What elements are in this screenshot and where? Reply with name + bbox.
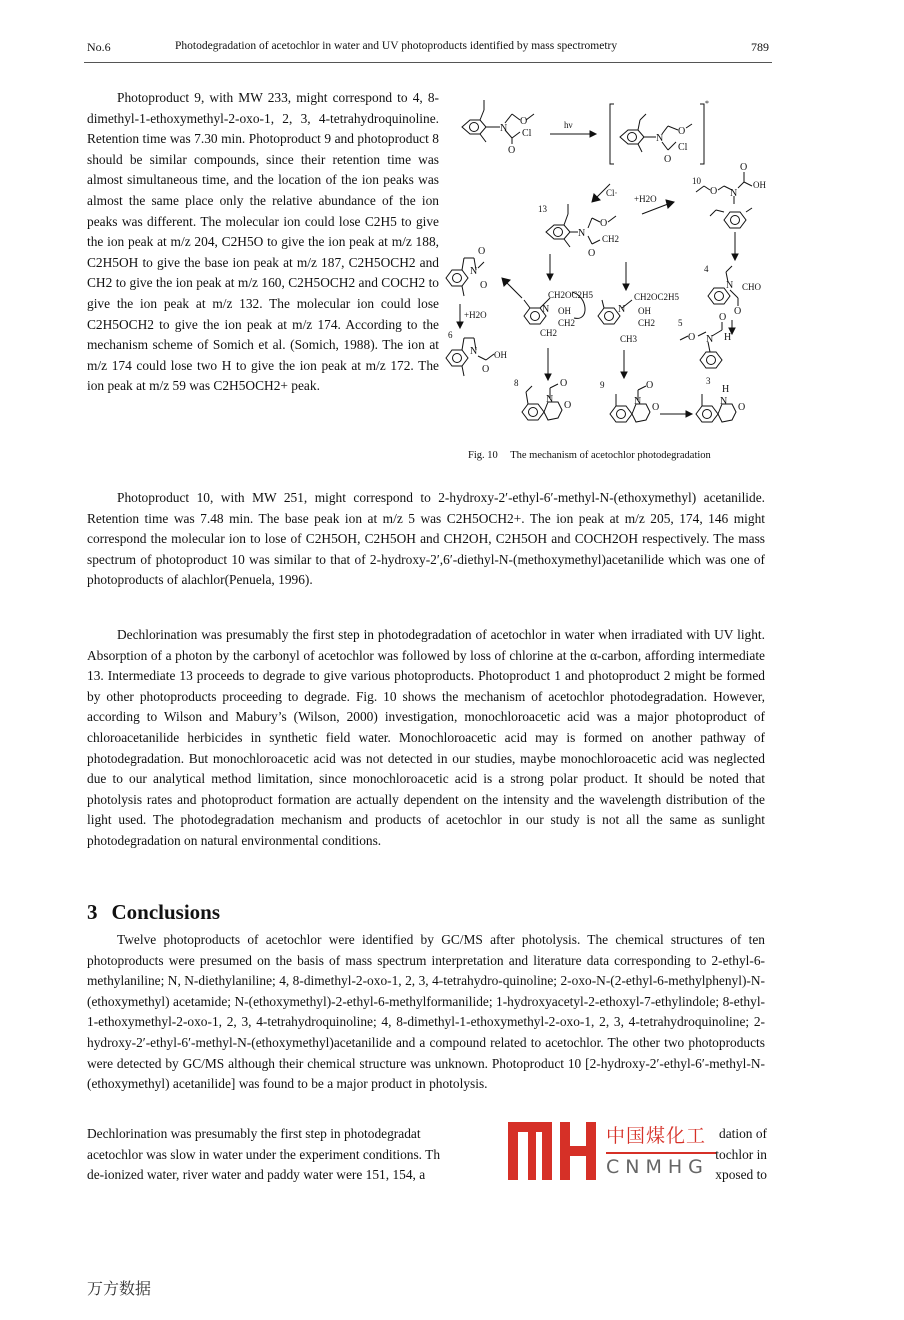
atom-label: N	[656, 133, 664, 144]
atom-label: O	[710, 186, 718, 197]
structure-photoproduct-10	[696, 172, 752, 228]
atom-label: H	[722, 384, 730, 395]
structure-indole-intermediate	[446, 258, 484, 296]
atom-label: N	[546, 394, 554, 405]
arrow-head	[732, 254, 738, 260]
text-line: Dechlorination was presumably the first step in photodegradat	[87, 1126, 421, 1141]
structure-radical-methyl	[598, 300, 632, 324]
atom-label: CH3	[620, 334, 638, 344]
structure-photoproduct-5	[680, 322, 722, 368]
section-number: 3	[87, 900, 98, 924]
atom-label: O	[664, 154, 672, 165]
structure-photoproduct-9	[610, 386, 650, 422]
section-title: Conclusions	[111, 900, 221, 924]
compound-number: 5	[678, 318, 683, 328]
compound-number: 3	[706, 376, 711, 386]
atom-label: O	[652, 402, 660, 413]
atom-label: O	[520, 116, 528, 127]
watermark-chinese-name: 中国煤化工	[606, 1125, 707, 1147]
arrow-head	[666, 200, 674, 208]
arrow-head	[547, 274, 553, 280]
text-line: dation of	[719, 1126, 767, 1141]
paragraph-photoproduct-9	[87, 88, 439, 397]
atom-label: N	[470, 266, 478, 277]
text-line: tochlor in	[715, 1146, 767, 1162]
atom-label: N	[500, 123, 508, 134]
atom-label: O	[734, 306, 742, 317]
atom-label: O	[740, 162, 748, 173]
ch2oc2h5-label: CH2OC2H5	[634, 292, 680, 302]
atom-label: O	[478, 246, 486, 257]
atom-label: CH2	[540, 328, 558, 338]
compound-number: 9	[600, 380, 605, 390]
paragraph-text: Photoproduct 10, with MW 251, might correspond to 2-hydroxy-2′-ethyl-6′-methyl-N-(ethoxymethyl) acetanilide. Retention time was 7.48 min. The base peak ion at m/z 5 was C2H5OCH2+. The ion peak at m/z 205, 174, 146 might correspond the molecular ion to lose of C2H5OH, C2H5OH and CH2OH, C2H5OH and COCH2OH respectively. The mass spectrum of photoproduct 10 was similar to that of 2-hydroxy-2′,6′-diethyl-N-(methoxymethyl)acetanilide which was one of photoproducts of alachlor(Penuela, 1996).	[87, 490, 765, 588]
arrow-head	[621, 372, 627, 378]
atom-label: N	[726, 280, 734, 291]
watermark-rule	[606, 1152, 716, 1154]
structure-photoproduct-3	[696, 394, 736, 422]
text-line: xposed to	[715, 1167, 767, 1183]
atom-label: OH	[558, 306, 571, 316]
atom-label: Cl	[522, 128, 532, 139]
atom-label: N	[730, 188, 738, 199]
arrow-head	[623, 284, 629, 290]
atom-label: O	[560, 378, 568, 389]
paragraph-conclusions-tail	[87, 1124, 507, 1186]
arrow-head	[590, 131, 596, 137]
arrow-head	[545, 374, 551, 380]
atom-label: N	[470, 346, 478, 357]
atom-label: O	[508, 145, 516, 156]
atom-label: N	[578, 228, 586, 239]
atom-label: O	[688, 332, 696, 343]
atom-label: O	[600, 218, 608, 229]
compound-number: 13	[538, 204, 547, 214]
watermark-english-name: CNMHG	[606, 1156, 709, 1178]
paragraph-photoproduct-10	[87, 488, 765, 591]
atom-label: CHO	[742, 282, 762, 292]
paragraph-text: Twelve photoproducts of acetochlor were identified by GC/MS after photolysis. The chemical structures of ten photoproducts were presumed on the basis of mass spectrum interpretation and literature data corresponding to 2-ethyl-6-methylaniline; N, N-diethylaniline; 4, 8-dimethyl-2-oxo-1, 2, 3, 4-tetrahydro-quinoline; 2-oxo-N-(2-ethyl-6-methylphenyl)-N-(ethoxymethyl) acetamide; N-(ethoxymethyl)-2-ethyl-6-methylformanilide; 1-hydroxyacetyl-2-ethoxyl-7-ethylindole; 8-ethyl-1-ethoxymethyl-2-oxo-1, 2, 3, 4-tetrahydroquinoline; 4, 8-dimethyl-1-ethoxymethyl-2-oxo-1, 2, 3, 4-tetrahydroquinoline; 2-hydroxy-2′-ethyl-6′-methyl-N-(ethoxymethyl)acetanilide and a compound related to acetochlor. The other two photoproducts were detected by GC/MS although their chemical structure was unknown. Photoproduct 10 [2-hydroxy-2′-ethyl-6′-methyl-N-(ethoxymethyl) acetanilide] was found to be a major product in photolysis.	[87, 932, 765, 1092]
atom-label: Cl	[678, 142, 688, 153]
excited-star: *	[705, 99, 709, 108]
atom-label: O	[588, 248, 596, 259]
page-number: 789	[751, 40, 769, 54]
atom-label: H	[724, 332, 732, 343]
paragraph-dechlorination	[87, 625, 765, 852]
atom-label: O	[646, 380, 654, 391]
paragraph-conclusions	[87, 930, 765, 1095]
atom-label: CH2	[558, 318, 576, 328]
tail-right-fragments	[705, 1124, 767, 1186]
atom-label: N	[542, 304, 550, 315]
compound-number: 8	[514, 378, 519, 388]
atom-label: N	[634, 396, 642, 407]
atom-label: CH2	[602, 234, 620, 244]
header-rule	[84, 62, 772, 63]
structure-photoproduct-4	[708, 266, 738, 306]
paragraph-text: Dechlorination was presumably the first step in photodegradation of acetochlor in water when irradiated with UV light. Absorption of a photon by the carbonyl of acetochlor was followed by loss of chlorine at the α-carbon, affording intermediate 13. Intermediate 13 proceeds to degrade to give various photoproducts. Photoproduct 1 and photoproduct 2 might be formed by other photoproducts proceeding to degrade. Fig. 10 shows the mechanism of acetochlor photodegradation. However, according to Wilson and Mabury’s (Wilson, 2000) investigation, monochloroacetic acid was a major photoproduct of chloroacetanilide herbicides in synthetic field water. Monochloroacetic acid may is formed on another pathway of photodegradation. But monochloroacetic acid was not detected in our studies, maybe monochloroacetic acid was neglected due to our analytical method limitation, since monochloroacetic acid is a strong polar product. It should be noted that photolysis rates and photoproduct formation are actually dependent on the intensity and the wavelength distribution of the light used. The photodegradation mechanism and products of acetochlor in our study is not all the same as sunlight photodegradation on natural environmental conditions.	[87, 627, 765, 848]
compound-number: 10	[692, 176, 701, 186]
paragraph-text: Photoproduct 9, with MW 233, might correspond to 4, 8-dimethyl-1-ethoxymethyl-2-oxo-1, 2, 3, 4-tetrahydroquinoline. Retention time was 7.30 min. Photoproduct 9 and photoproduct 8 should be similar compounds, since their retention time was almost simultaneous time, and the location of the ion peaks was almost the same place only the relative abundance of the ion peaks was different. The molecular ion could lose C2H5 to give the ion peak at m/z 204, C2H5O to give the ion peak at m/z 188, C2H5OH to give the base ion peak at m/z 187, C2H5OCH2 and CH2 to give the ion peak at m/z 160, C2H5OCH2 and COCH2 to give the ion peak at m/z 132. The molecular ion could lose C2H5OCH2 to give the ion peak at m/z 174. According to the mechanism scheme of Somich et al. (Somich, 1988). The ion at m/z 174 could lose two H to give the ion peak at m/z 172. The ion peak at m/z 59 was C2H5OCH2+ peak.	[87, 90, 439, 394]
atom-label: O	[678, 126, 686, 137]
figure-caption	[468, 450, 711, 461]
structure-photoproduct-8	[522, 384, 562, 420]
cnmhg-logo-icon	[508, 1122, 596, 1180]
water-label: +H2O	[634, 194, 657, 204]
footer-source: 万方数据	[87, 1279, 152, 1298]
running-header	[87, 38, 769, 60]
figure-label: Fig. 10	[468, 450, 498, 461]
text-line: acetochlor was slow in water under the experiment conditions. Th	[87, 1146, 441, 1162]
atom-label: O	[480, 280, 488, 291]
reaction-arrow	[642, 204, 668, 214]
arrow-head	[686, 411, 692, 417]
atom-label: N	[720, 396, 728, 407]
atom-label: CH2	[638, 318, 656, 328]
arrow-head	[457, 322, 463, 328]
ch2oc2h5-label: CH2OC2H5	[548, 290, 594, 300]
atom-label: OH	[638, 306, 651, 316]
atom-label: N	[706, 334, 714, 345]
figure-caption-text: The mechanism of acetochlor photodegradation	[510, 450, 711, 461]
atom-label: O	[719, 312, 727, 323]
compound-number: 4	[704, 264, 709, 274]
atom-label: O	[738, 402, 746, 413]
hv-label: hν	[564, 120, 573, 130]
reaction-arrow	[506, 282, 522, 298]
cl-radical-label: Cl·	[606, 188, 618, 198]
running-title: Photodegradation of acetochlor in water and UV photoproducts identified by mass spectrometry	[175, 40, 618, 52]
water-label: +H2O	[464, 310, 487, 320]
section-heading	[87, 900, 220, 925]
text-line: de-ionized water, river water and paddy water were 151, 154, a	[87, 1167, 426, 1183]
figure-10-scheme	[442, 92, 772, 467]
atom-label: OH	[494, 350, 507, 360]
compound-number: 6	[448, 330, 453, 340]
issue-number: No.6	[87, 40, 111, 54]
atom-label: N	[618, 304, 626, 315]
atom-label: O	[564, 400, 572, 411]
atom-label: OH	[753, 180, 766, 190]
atom-label: O	[482, 364, 490, 375]
